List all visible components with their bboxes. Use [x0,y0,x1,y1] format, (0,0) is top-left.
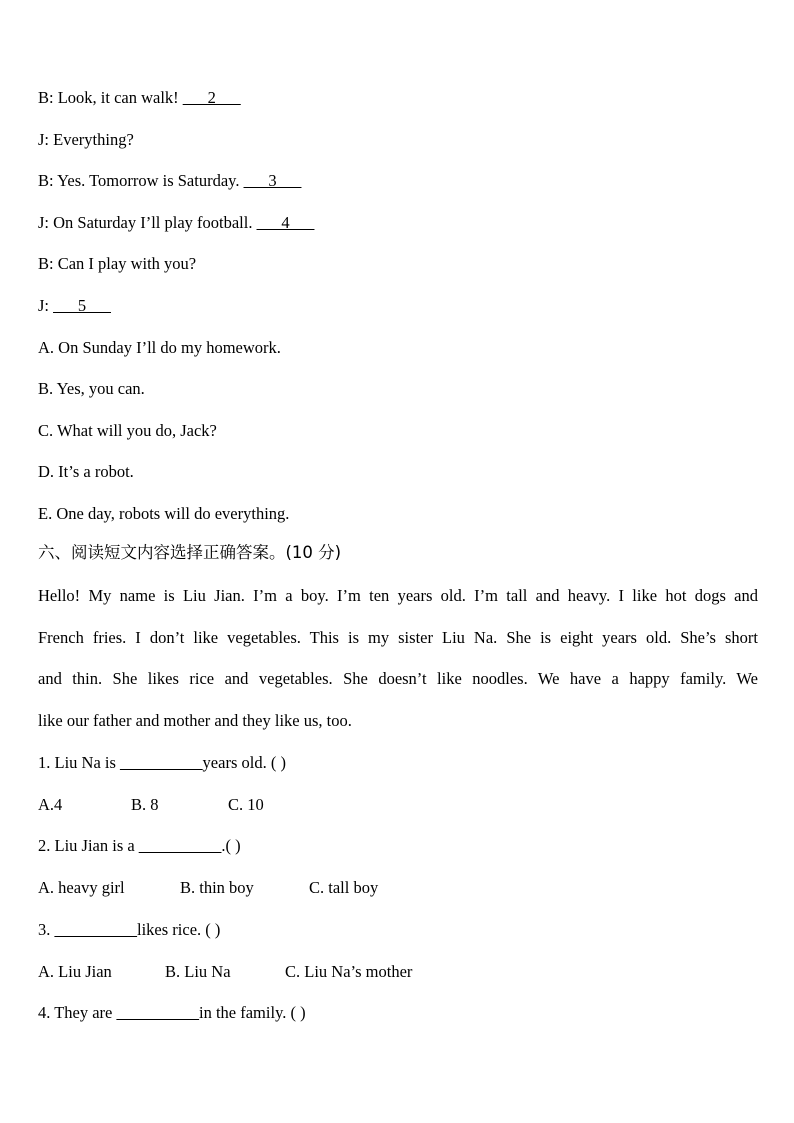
dialogue-text: J: [38,296,54,315]
dialogue-text: B: Look, it can walk! [38,88,183,107]
dialogue-text: J: Everything? [38,130,134,149]
passage-line: like our father and mother and they like us, too. [38,710,352,730]
passage-line: and thin. She likes rice and vegetables. She doesn’t like noodles. We have a happy family. We [38,669,758,689]
dialogue-line-2 [38,130,134,150]
option-b[interactable]: B. Liu Na [165,962,231,981]
question-text: 3. [38,920,55,939]
dialogue-option-c: C. What will you do, Jack? [38,421,217,440]
option-c[interactable]: C. tall boy [309,878,379,897]
option-a[interactable]: A. heavy girl [38,878,125,897]
option-b[interactable]: B. 8 [131,795,159,814]
answer-blank-2[interactable]: ___2___ [182,88,241,107]
dialogue-line-4 [38,213,314,233]
passage-line: Hello! My name is Liu Jian. I’m a boy. I’m ten years old. I’m tall and heavy. I like hot dogs and [38,586,758,605]
dialogue-line-1 [38,88,241,108]
question-text: 1. Liu Na is [38,753,121,772]
dialogue-line-3 [38,171,301,191]
dialogue-option-b: B. Yes, you can. [38,379,145,398]
question-3 [38,920,220,940]
question-4 [38,1003,306,1023]
answer-blank-3[interactable]: ___3___ [243,171,302,190]
question-text: in the family. ( ) [199,1003,306,1022]
option-b[interactable]: B. thin boy [180,878,254,897]
question-3-blank[interactable]: __________ [54,920,137,939]
answer-blank-5[interactable]: ___5___ [53,296,111,315]
dialogue-line-5 [38,254,196,274]
question-text: 4. They are [38,1003,117,1022]
dialogue-option-d: D. It’s a robot. [38,462,134,481]
option-a[interactable]: A. Liu Jian [38,962,112,981]
question-2-blank[interactable]: __________ [138,836,222,855]
question-1 [38,753,286,773]
dialogue-text: B: Can I play with you? [38,254,197,273]
option-a[interactable]: A.4 [38,795,63,814]
question-text: likes rice. ( ) [137,920,221,939]
question-text: 2. Liu Jian is a [38,836,139,855]
answer-blank-4[interactable]: ___4___ [256,213,315,232]
dialogue-option-e: E. One day, robots will do everything. [38,504,290,523]
question-text: years old. ( ) [202,753,286,772]
question-1-blank[interactable]: __________ [120,753,203,772]
question-2 [38,836,241,856]
passage-line: French fries. I don’t like vegetables. This is my sister Liu Na. She is eight years old. She’s short [38,627,758,647]
dialogue-line-6 [38,296,111,316]
question-4-blank[interactable]: __________ [116,1003,199,1022]
option-c[interactable]: C. Liu Na’s mother [285,962,413,981]
question-text: .( ) [221,836,241,855]
section-six-heading: 六、阅读短文内容选择正确答案。(10 分) [38,543,342,562]
option-c[interactable]: C. 10 [228,795,264,814]
reading-passage [38,575,758,741]
dialogue-text: J: On Saturday I’ll play football. [38,213,257,232]
dialogue-text: B: Yes. Tomorrow is Saturday. [38,171,244,190]
dialogue-option-a: A. On Sunday I’ll do my homework. [38,338,281,357]
